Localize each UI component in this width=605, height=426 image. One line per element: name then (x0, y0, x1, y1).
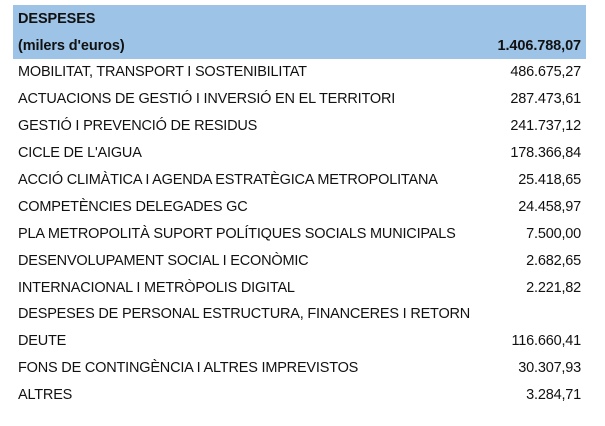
table-row (13, 167, 586, 194)
row-label: MOBILITAT, TRANSPORT I SOSTENIBILITAT (18, 64, 307, 81)
row-label: ACTUACIONS DE GESTIÓ I INVERSIÓ EN EL TERRITORI (18, 91, 396, 108)
table-body (13, 59, 586, 409)
row-label: DESPESES DE PERSONAL ESTRUCTURA, FINANCERES I RETORN (18, 306, 471, 323)
row-label: DEUTE (18, 333, 67, 350)
header-total: 1.406.788,07 (497, 37, 581, 54)
table-row (13, 355, 586, 382)
row-label: PLA METROPOLITÀ SUPORT POLÍTIQUES SOCIALS MUNICIPALS (18, 225, 456, 242)
row-value: 486.675,27 (510, 64, 581, 81)
header-unit-label: (milers d'euros) (18, 37, 125, 54)
row-value: 25.418,65 (518, 172, 581, 188)
row-label: GESTIÓ I PREVENCIÓ DE RESIDUS (18, 118, 258, 135)
header-unit-row (18, 32, 581, 59)
row-value: 2.682,65 (526, 252, 581, 269)
row-value: 2.221,82 (526, 279, 581, 296)
table-row (13, 301, 586, 328)
table-row (13, 59, 586, 86)
header-title: DESPESES (18, 10, 96, 27)
row-label: ACCIÓ CLIMÀTICA I AGENDA ESTRATÈGICA METROPOLITANA (18, 172, 438, 188)
table-row (13, 86, 586, 113)
table-row (13, 140, 586, 167)
row-label: INTERNACIONAL I METRÒPOLIS DIGITAL (18, 279, 295, 296)
row-value: 3.284,71 (526, 387, 581, 404)
row-value: 30.307,93 (518, 360, 581, 377)
row-value: 24.458,97 (518, 198, 581, 215)
row-label: COMPETÈNCIES DELEGADES GC (18, 198, 248, 215)
row-label: FONS DE CONTINGÈNCIA I ALTRES IMPREVISTOS (18, 360, 359, 377)
row-value: 287.473,61 (510, 91, 581, 108)
table-row (13, 220, 586, 247)
expenses-table (13, 5, 586, 409)
row-label: DESENVOLUPAMENT SOCIAL I ECONÒMIC (18, 252, 309, 269)
row-value: 241.737,12 (510, 118, 581, 135)
table-row (13, 274, 586, 301)
row-value: 116.660,41 (511, 333, 581, 350)
table-row (13, 193, 586, 220)
row-value: 7.500,00 (526, 225, 581, 242)
table-row (13, 113, 586, 140)
table-row (13, 382, 586, 409)
row-label: CICLE DE L'AIGUA (18, 145, 142, 162)
row-label: ALTRES (18, 387, 73, 404)
table-row (13, 247, 586, 274)
table-row (13, 328, 586, 355)
row-value: 178.366,84 (510, 145, 581, 162)
header-title-row (18, 5, 581, 32)
table-header (13, 5, 586, 59)
